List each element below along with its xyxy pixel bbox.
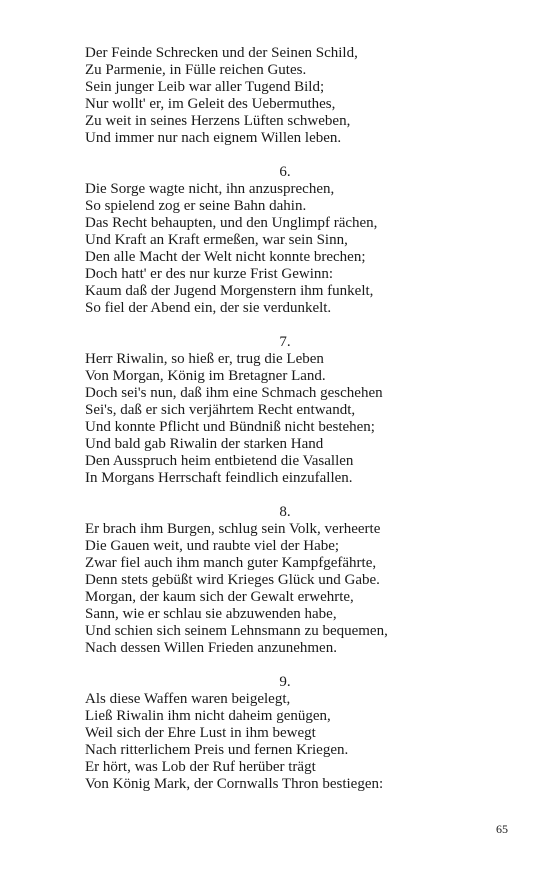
poem-line: Zu weit in seines Herzens Lüften schweben, [85,113,351,129]
poem-line: Der Feinde Schrecken und der Seinen Schild, [85,45,358,61]
poem-line: Sein junger Leib war aller Tugend Bild; [85,79,325,95]
poem-line: Sei's, daß er sich verjährtem Recht entwandt, [85,402,356,418]
poem-line: Doch sei's nun, daß ihm eine Schmach geschehen [85,385,383,401]
poem-line: Von König Mark, der Cornwalls Thron bestiegen: [85,776,384,792]
poem-line: Den alle Macht der Welt nicht konnte brechen; [85,249,366,265]
poem-line: Nach ritterlichem Preis und fernen Kriegen. [85,742,349,758]
poem-line: Morgan, der kaum sich der Gewalt erwehrte, [85,589,354,605]
stanza-gap [85,317,485,334]
poem-line: Und bald gab Riwalin der starken Hand [85,436,324,452]
stanza-9 [85,674,485,793]
page-number: 65 [496,822,508,836]
poem-line: So fiel der Abend ein, der sie verdunkelt. [85,300,332,316]
stanza-6 [85,164,485,317]
poem-line: Zu Parmenie, in Fülle reichen Gutes. [85,62,307,78]
poem-line: Doch hatt' er des nur kurze Frist Gewinn: [85,266,334,282]
poem-line: Und konnte Pflicht und Bündniß nicht bestehen; [85,419,375,435]
stanza-8 [85,504,485,657]
stanza-7 [85,334,485,487]
poem-line: Die Gauen weit, und raubte viel der Habe; [85,538,340,554]
poem-line: Denn stets gebüßt wird Krieges Glück und Gabe. [85,572,380,588]
poem-line: So spielend zog er seine Bahn dahin. [85,198,307,214]
poem-line: Und immer nur nach eignem Willen leben. [85,130,342,146]
poem-line: Er hört, was Lob der Ruf herüber trägt [85,759,316,775]
stanza-number: 6. [279,164,291,180]
poem-line: Von Morgan, König im Bretagner Land. [85,368,326,384]
stanza-gap [85,657,485,674]
poem-line: Zwar fiel auch ihm manch guter Kampfgefährte, [85,555,377,571]
poem-line: In Morgans Herrschaft feindlich einzufallen. [85,470,353,486]
poem-page [85,45,485,793]
poem-line: Und schien sich seinem Lehnsmann zu bequemen, [85,623,388,639]
stanza-gap [85,487,485,504]
poem-line: Als diese Waffen waren beigelegt, [85,691,291,707]
poem-line: Ließ Riwalin ihm nicht daheim genügen, [85,708,331,724]
poem-line: Herr Riwalin, so hieß er, trug die Leben [85,351,324,367]
poem-line: Den Ausspruch heim entbietend die Vasallen [85,453,354,469]
stanza-number: 9. [279,674,291,690]
poem-line: Kaum daß der Jugend Morgenstern ihm funkelt, [85,283,374,299]
poem-line: Die Sorge wagte nicht, ihn anzusprechen, [85,181,335,197]
stanza-5-continuation [85,45,485,147]
poem-line: Das Recht behaupten, und den Unglimpf rächen, [85,215,378,231]
poem-line: Und Kraft an Kraft ermeßen, war sein Sinn, [85,232,348,248]
poem-line: Weil sich der Ehre Lust in ihm bewegt [85,725,316,741]
stanza-number: 8. [279,504,291,520]
stanza-gap [85,147,485,164]
poem-line: Nur wollt' er, im Geleit des Uebermuthes, [85,96,336,112]
poem-line: Nach dessen Willen Frieden anzunehmen. [85,640,337,656]
stanza-number: 7. [279,334,291,350]
poem-line: Sann, wie er schlau sie abzuwenden habe, [85,606,337,622]
poem-line: Er brach ihm Burgen, schlug sein Volk, verheerte [85,521,381,537]
